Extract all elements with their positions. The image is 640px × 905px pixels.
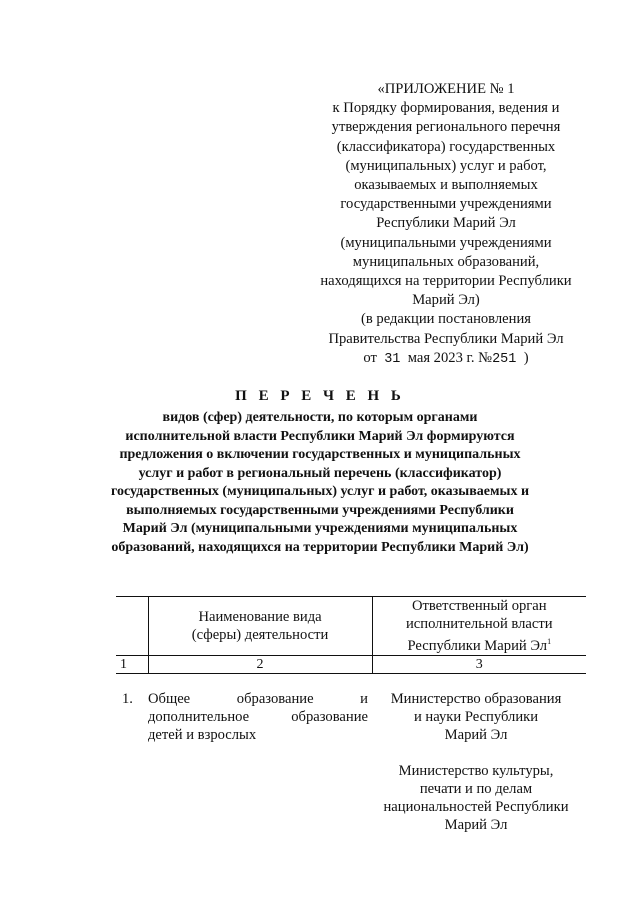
- title-line: выполняемых государственными учреждениями Республики: [126, 502, 514, 518]
- row-activity-name: [148, 690, 368, 744]
- column-number: 3: [372, 656, 586, 674]
- header-text: исполнительной власти: [405, 616, 553, 633]
- table-header-row: [116, 597, 586, 656]
- authority-line: Марий Эл: [444, 817, 508, 833]
- date-number: 251: [492, 351, 517, 367]
- appendix-line: утверждения регионального перечня: [331, 119, 561, 136]
- activity-line: детей и взрослых: [148, 727, 257, 743]
- date-prefix: от: [363, 349, 377, 366]
- appendix-line: (муниципальных) услуг и работ,: [345, 157, 547, 174]
- appendix-line: (муниципальными учреждениями: [340, 234, 552, 251]
- title-line: государственных (муниципальных) услуг и работ, оказываемых и: [110, 484, 530, 499]
- header-text: Ответственный орган: [411, 598, 547, 615]
- column-number: 2: [148, 656, 372, 674]
- appendix-line: к Порядку формирования, ведения и: [332, 100, 560, 117]
- appendix-line: Правительства Республики Марий Эл: [328, 330, 564, 347]
- header-cell-number: [116, 597, 148, 656]
- header-text: Наименование вида: [198, 609, 322, 625]
- appendix-line: государственными учреждениями: [340, 196, 552, 213]
- date-rest: мая 2023 г. №: [407, 349, 493, 366]
- appendix-line: оказываемых и выполняемых: [354, 177, 538, 194]
- appendix-line: (в редакции постановления: [361, 311, 531, 328]
- header-text: Республики Марий Эл: [407, 637, 548, 654]
- activity-line: дополнительное образование: [148, 709, 368, 725]
- title-line: образований, находящихся на территории Республики Марий Эл): [111, 539, 529, 555]
- date-close: ): [523, 349, 529, 366]
- appendix-line: «ПРИЛОЖЕНИЕ № 1: [377, 81, 515, 97]
- activity-line: Общее образование и: [148, 691, 368, 707]
- row-number: 1.: [122, 691, 133, 707]
- table-column-numbers-row: [116, 656, 586, 674]
- title-line: услуг и работ в региональный перечень (классификатор): [138, 465, 502, 481]
- authority-line: и науки Республики: [413, 709, 539, 725]
- title-line: Марий Эл (муниципальными учреждениями муниципальных: [122, 521, 518, 536]
- appendix-line: муниципальных образований,: [352, 253, 540, 270]
- title-line: исполнительной власти Республики Марий Эл формируются: [125, 428, 515, 444]
- header-cell-authority: [372, 597, 586, 656]
- footnote-marker: 1: [547, 637, 552, 647]
- document-title: [40, 388, 600, 557]
- column-number: 1: [116, 656, 148, 674]
- appendix-header: [298, 80, 594, 369]
- row-authorities: [378, 690, 574, 852]
- header-text-with-footnote: [373, 633, 586, 655]
- header-text: (сферы) деятельности: [191, 627, 329, 643]
- title-line: предложения о включении государственных и муниципальных: [119, 447, 521, 462]
- date-day: 31: [384, 351, 401, 367]
- authority-line: Марий Эл: [444, 727, 508, 743]
- appendix-line: находящихся на территории Республики: [320, 273, 572, 290]
- authority-line: печати и по делам: [419, 781, 533, 797]
- authority-line: Министерство образования: [390, 691, 562, 707]
- authority-ministry-education: [378, 690, 574, 744]
- authority-line: Министерство культуры,: [398, 763, 554, 779]
- appendix-date-line: [298, 349, 594, 369]
- header-cell-activity: [148, 597, 372, 656]
- appendix-line: (классификатора) государственных: [336, 138, 556, 155]
- authority-line: национальностей Республики: [383, 799, 569, 815]
- appendix-line: Республики Марий Эл: [376, 215, 516, 232]
- authority-ministry-culture: [378, 762, 574, 834]
- title-heading: П Е Р Е Ч Е Н Ь: [235, 388, 405, 404]
- title-line: видов (сфер) деятельности, по которым органами: [162, 410, 478, 425]
- title-subtitle: [40, 409, 600, 557]
- activity-table: [116, 596, 586, 674]
- appendix-line: Марий Эл): [412, 292, 480, 309]
